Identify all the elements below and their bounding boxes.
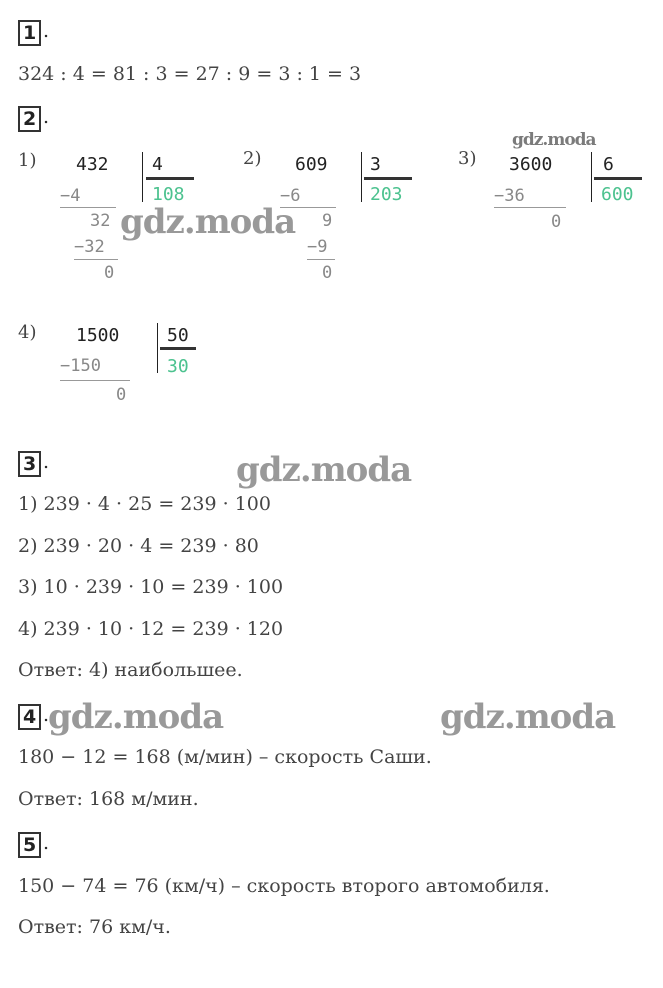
task-4-answer: Ответ: 168 м/мин. <box>18 788 199 810</box>
division-2-divisor: 3 <box>370 154 381 175</box>
division-4-sub-1: −150 <box>60 356 101 376</box>
task-1-line: 324 : 4 = 81 : 3 = 27 : 9 = 3 : 1 = 3 <box>18 63 362 85</box>
division-1-divisor: 4 <box>152 154 163 175</box>
division-1-divisor-line <box>146 177 194 180</box>
division-4-dividend: 1500 <box>76 325 120 346</box>
division-2-divisor-line <box>364 177 412 180</box>
division-1-bar <box>142 152 143 202</box>
task-5-answer: Ответ: 76 км/ч. <box>18 916 171 938</box>
division-3-rem-1: 0 <box>551 212 562 232</box>
watermark-3: gdz.moda <box>48 697 224 737</box>
division-2-bar <box>361 152 362 202</box>
division-4-divisor: 50 <box>167 325 189 346</box>
watermark-2: gdz.moda <box>236 450 412 490</box>
division-4-divisor-line <box>160 347 196 350</box>
task-3-number: 3 <box>18 451 41 477</box>
task-5-number: 5 <box>18 832 41 858</box>
task-3-line-1: 1) 239 · 4 · 25 = 239 · 100 <box>18 493 271 515</box>
division-3-divisor: 6 <box>603 154 614 175</box>
task-3-line-3: 3) 10 · 239 · 10 = 239 · 100 <box>18 576 284 598</box>
division-1-rem-1: 32 <box>90 211 111 231</box>
division-4-quotient: 30 <box>167 356 189 377</box>
division-3-dividend: 3600 <box>509 154 553 175</box>
task-4-dot: . <box>43 704 50 726</box>
division-3-bar <box>591 152 592 202</box>
division-2-quotient: 203 <box>370 184 403 205</box>
division-2-rule-2 <box>307 259 335 260</box>
division-3-quotient: 600 <box>601 184 634 205</box>
division-4-bar <box>157 323 158 373</box>
division-3-sub-1: −36 <box>494 186 525 206</box>
task-4-line: 180 − 12 = 168 (м/мин) – скорость Саши. <box>18 746 432 768</box>
task-4-number: 4 <box>18 704 41 730</box>
task-3-line-2: 2) 239 · 20 · 4 = 239 · 80 <box>18 535 259 557</box>
division-1-dividend: 432 <box>76 154 109 175</box>
task-3-answer: Ответ: 4) наибольшее. <box>18 659 243 681</box>
division-4-rule-1 <box>60 380 130 381</box>
watermark-1: gdz.moda <box>120 202 296 242</box>
task-2-number: 2 <box>18 106 41 132</box>
division-1-rule-2 <box>74 259 118 260</box>
division-2-dividend: 609 <box>295 154 328 175</box>
division-4-label: 4) <box>18 322 37 343</box>
division-3-rule-1 <box>494 207 566 208</box>
division-1-sub-1: −4 <box>60 186 81 206</box>
division-2-sub-1: −6 <box>280 186 301 206</box>
task-3-dot: . <box>43 451 50 473</box>
task-3-line-4: 4) 239 · 10 · 12 = 239 · 120 <box>18 618 284 640</box>
division-3-divisor-line <box>594 177 642 180</box>
division-1-quotient: 108 <box>152 184 185 205</box>
division-1-rem-2: 0 <box>104 263 115 283</box>
task-5-line: 150 − 74 = 76 (км/ч) – скорость второго автомобиля. <box>18 875 550 897</box>
division-2-rem-2: 0 <box>322 263 333 283</box>
watermark-small: gdz.moda <box>512 130 596 150</box>
division-2-label: 2) <box>243 148 262 169</box>
division-2-rem-1: 9 <box>322 211 333 231</box>
division-1-rule-1 <box>60 207 116 208</box>
task-1-dot: . <box>43 20 50 42</box>
task-2-dot: . <box>43 106 50 128</box>
task-1-number: 1 <box>18 20 41 46</box>
division-1-label: 1) <box>18 150 37 171</box>
division-4-rem-1: 0 <box>116 385 127 405</box>
task-5-dot: . <box>43 832 50 854</box>
division-2-sub-2: −9 <box>307 237 328 257</box>
watermark-4: gdz.moda <box>440 697 616 737</box>
division-1-sub-2: −32 <box>74 237 105 257</box>
division-3-label: 3) <box>458 148 477 169</box>
